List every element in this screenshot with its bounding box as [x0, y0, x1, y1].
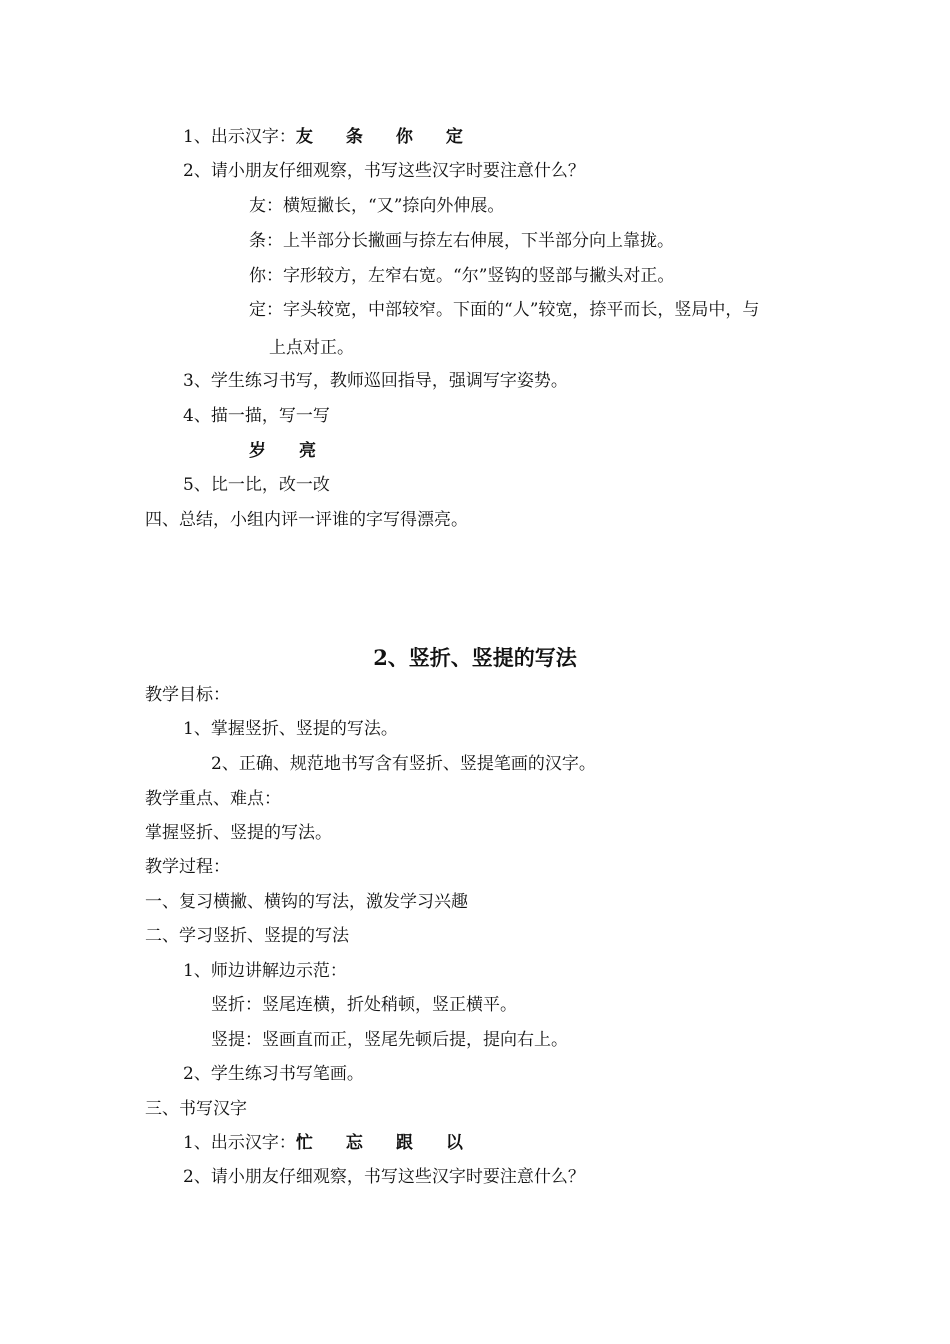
step2-line: 2、请小朋友仔细观察，书写这些汉字时要注意什么？ [183, 161, 585, 181]
hanzi-char: 以 [445, 1133, 463, 1153]
goal-item: 1、掌握竖折、竖提的写法。 [183, 719, 398, 739]
key-heading: 教学重点、难点： [145, 789, 281, 809]
process-step: 1、师边讲解边示范： [183, 961, 347, 981]
hanzi-char: 跟 [395, 1133, 413, 1153]
part3-step2-line: 2、请小朋友仔细观察，书写这些汉字时要注意什么？ [183, 1167, 585, 1187]
step3-line: 3、学生练习书写，教师巡回指导，强调写字姿势。 [183, 371, 568, 391]
step4-line: 4、描一描，写一写 [183, 406, 330, 426]
goals-heading: 教学目标： [145, 685, 230, 705]
part3-step1-line [183, 1131, 463, 1155]
key-text: 掌握竖折、竖提的写法。 [145, 823, 332, 843]
hanzi-char: 忘 [345, 1133, 363, 1153]
note-line: 你：字形较方，左窄右宽。“尔”竖钩的竖部与撇头对正。 [249, 266, 675, 286]
hanzi-char: 亮 [299, 441, 316, 461]
hanzi-char: 条 [345, 127, 363, 147]
summary-line: 四、总结，小组内评一评谁的字写得漂亮。 [145, 510, 468, 530]
step1-prefix: 1、出示汉字： [183, 127, 296, 147]
hanzi-char: 定 [445, 127, 463, 147]
part3-step1-prefix: 1、出示汉字： [183, 1133, 296, 1153]
section-title: 2、竖折、竖提的写法 [373, 645, 577, 670]
step4-chars [249, 439, 316, 463]
note-line: 友：横短撇长，“又”捺向外伸展。 [249, 196, 505, 216]
stroke-note: 竖折：竖尾连横，折处稍顿，竖正横平。 [211, 995, 517, 1015]
note-continuation: 上点对正。 [269, 338, 354, 358]
process-heading: 教学过程： [145, 857, 230, 877]
process-part: 三、书写汉字 [145, 1099, 247, 1119]
note-line: 条：上半部分长撇画与捺左右伸展，下半部分向上靠拢。 [249, 231, 674, 251]
process-step: 2、学生练习书写笔画。 [183, 1064, 364, 1084]
step5-line: 5、比一比，改一改 [183, 475, 330, 495]
stroke-note: 竖提：竖画直而正，竖尾先顿后提，提向右上。 [211, 1030, 568, 1050]
process-part: 二、学习竖折、竖提的写法 [145, 926, 349, 946]
hanzi-char: 岁 [249, 441, 266, 461]
hanzi-char: 友 [295, 127, 313, 147]
step1-line [183, 125, 463, 149]
note-line: 定：字头较宽，中部较窄。下面的“人”较宽，捺平而长，竖局中，与 [249, 300, 760, 320]
process-part: 一、复习横撇、横钩的写法，激发学习兴趣 [145, 892, 468, 912]
hanzi-char: 你 [395, 127, 413, 147]
hanzi-char: 忙 [295, 1133, 313, 1153]
goal-item: 2、正确、规范地书写含有竖折、竖提笔画的汉字。 [211, 754, 596, 774]
